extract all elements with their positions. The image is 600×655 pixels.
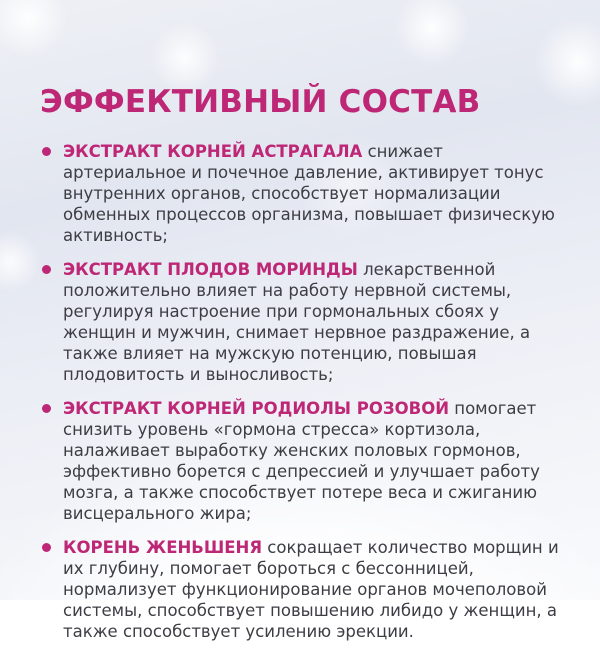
list-item [40,537,570,642]
ingredient-description: сокращает количество морщин и их глубину, помогает бороться с бессонницей, нормализует функционирование органов мочеполовой системы, способствует повышению либидо у женщин, а также способствует усилению эрекции. [63,537,559,641]
bullet-dot-icon [42,147,51,156]
bullet-dot-icon [42,404,51,413]
ingredient-description: лекарственной положительно влияет на работу нервной системы, регулируя настроение при гормональных сбоях у женщин и мужчин, снимает нервное раздражение, а также влияет на мужскую потенцию, повышая плодовитость и выносливость; [63,259,531,384]
ingredient-name: ЭКСТРАКТ ПЛОДОВ МОРИНДЫ [63,259,358,279]
ingredient-description: снижает артериальное и почечное давление, активирует тонус внутренних органов, способствует нормализации обменных процессов организма, повышает физическую активность; [63,141,555,245]
list-item [40,398,570,524]
bullet-dot-icon [42,265,51,274]
ingredient-description: помогает снизить уровень «гормона стресса» кортизола, налаживает выработку женских половых гормонов, эффективно борется с депрессией и улучшает работу мозга, а также способствует потере веса и сжиганию висцерального жира; [63,398,540,523]
ingredient-name: ЭКСТРАКТ КОРНЕЙ РОДИОЛЫ РОЗОВОЙ [63,398,450,418]
content-area [40,86,570,655]
ingredient-name: ЭКСТРАКТ КОРНЕЙ АСТРАГАЛА [63,141,363,161]
page-title: ЭФФЕКТИВНЫЙ СОСТАВ [40,84,481,120]
list-item [40,141,570,246]
list-item [40,259,570,385]
ingredient-list [40,141,570,642]
bullet-dot-icon [42,543,51,552]
ingredient-name: КОРЕНЬ ЖЕНЬШЕНЯ [63,537,263,557]
